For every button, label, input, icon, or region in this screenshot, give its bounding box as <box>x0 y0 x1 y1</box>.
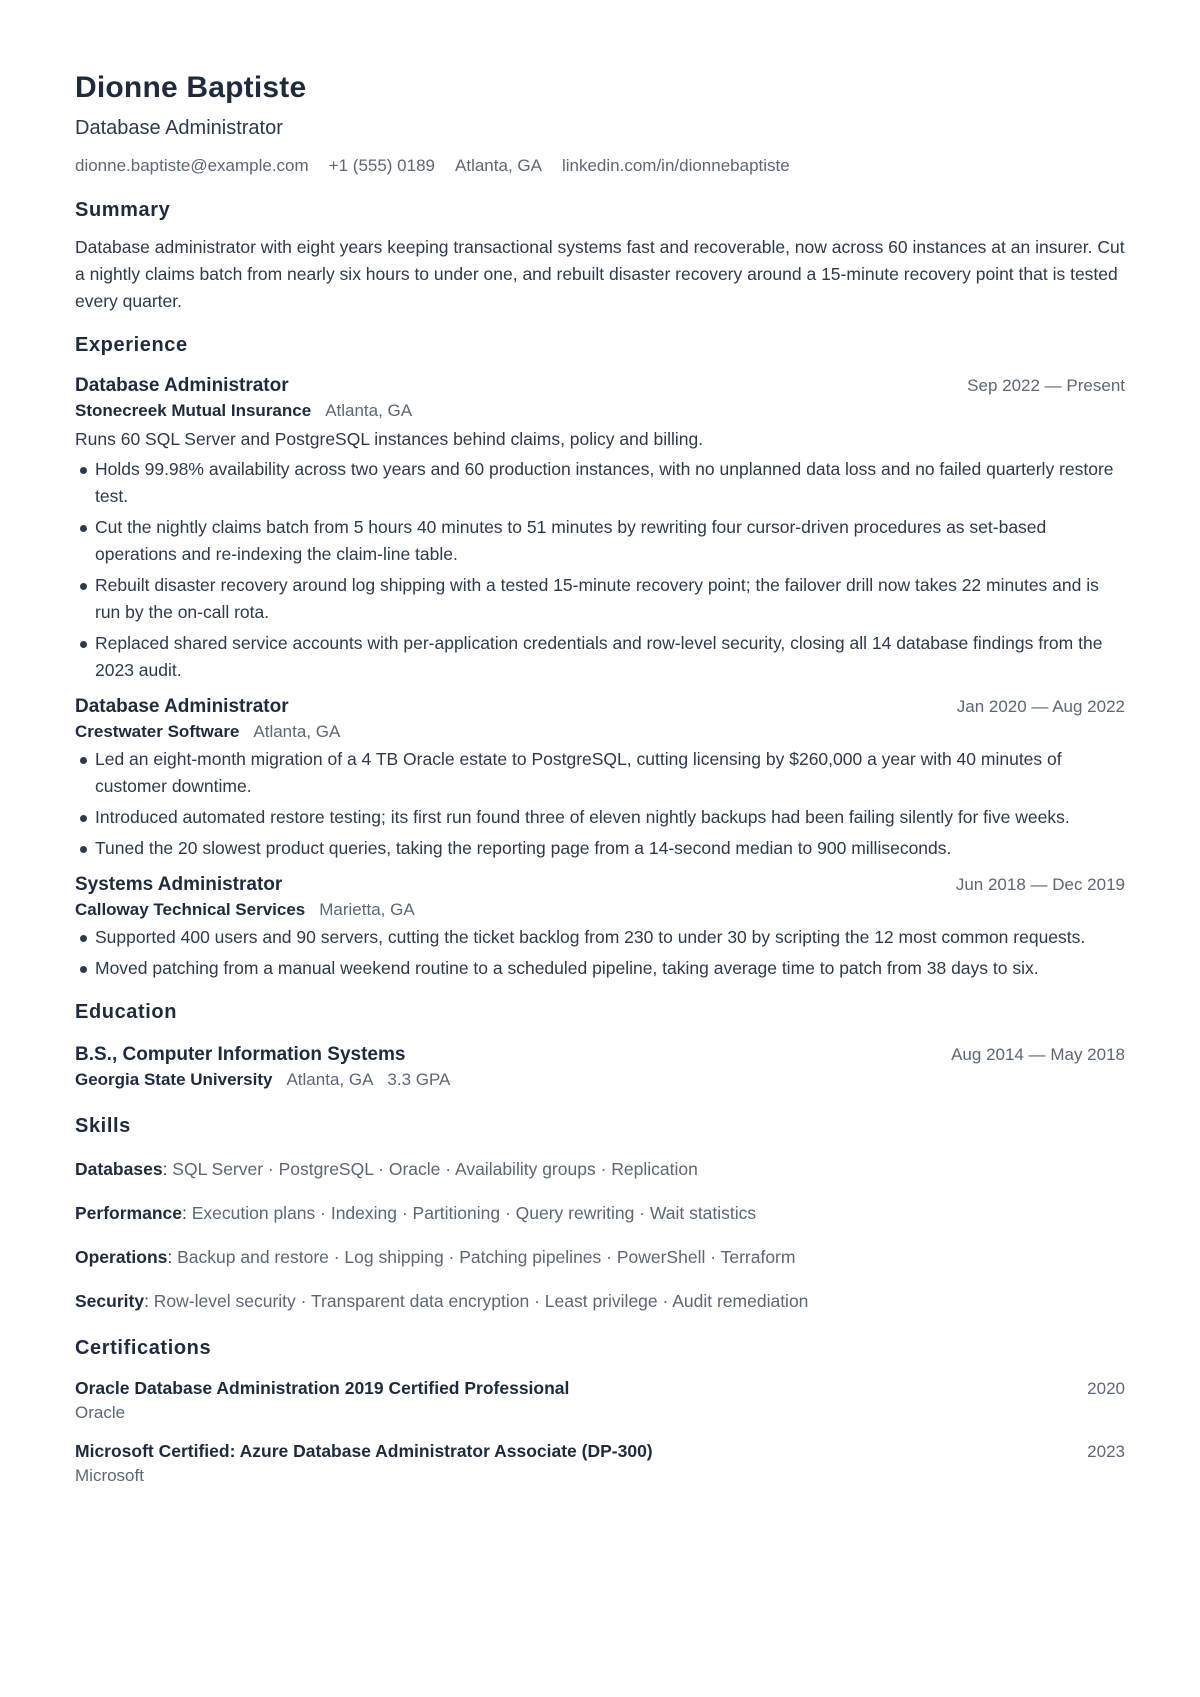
school-name: Georgia State University <box>75 1070 273 1089</box>
skill-row: Operations: Backup and restore · Log shipping · Patching pipelines · PowerShell · Terraform <box>75 1247 796 1267</box>
summary-section <box>75 198 1125 315</box>
role-bullets <box>75 456 1125 684</box>
education-dates: Aug 2014 — May 2018 <box>951 1045 1125 1064</box>
skill-category: Operations <box>75 1247 168 1267</box>
role-organization: Stonecreek Mutual Insurance <box>75 401 312 420</box>
skill-items: Backup and restore · Log shipping · Patching pipelines · PowerShell · Terraform <box>177 1247 796 1267</box>
certifications-section <box>75 1336 1125 1486</box>
bullet-item: Holds 99.98% availability across two years and 60 production instances, with no unplanned data loss and no failed quarterly restore test. <box>75 456 1125 510</box>
contact-location: Atlanta, GA <box>455 156 542 175</box>
bullet-item: Led an eight-month migration of a 4 TB Oracle estate to PostgreSQL, cutting licensing by $260,000 a year with 40 minutes of customer downtime. <box>75 746 1125 800</box>
role-location: Marietta, GA <box>319 900 415 919</box>
bullet-item: Replaced shared service accounts with per-application credentials and row-level security, closing all 14 database findings from the 2023 audit. <box>75 630 1125 684</box>
role-title: Systems Administrator <box>75 874 283 895</box>
certifications-heading: Certifications <box>75 1337 212 1359</box>
role-dates: Jan 2020 — Aug 2022 <box>956 697 1125 716</box>
skill-items: Row-level security · Transparent data encryption · Least privilege · Audit remediation <box>153 1291 809 1311</box>
skill-category: Databases <box>75 1159 163 1179</box>
education-entry <box>75 1044 1125 1090</box>
experience-role <box>75 874 1125 982</box>
contact-line <box>75 156 1125 176</box>
bullet-item: Rebuilt disaster recovery around log shipping with a tested 15-minute recovery point; the failover drill now takes 22 minutes and is run by the on-call rota. <box>75 572 1125 626</box>
school-location: Atlanta, GA <box>286 1070 374 1089</box>
certification-year: 2020 <box>1087 1379 1125 1398</box>
experience-section <box>75 333 1125 982</box>
certification-year: 2023 <box>1087 1442 1125 1461</box>
degree-title: B.S., Computer Information Systems <box>75 1044 406 1065</box>
contact-email: dionne.baptiste@example.com <box>75 156 309 175</box>
experience-role <box>75 375 1125 684</box>
role-organization: Calloway Technical Services <box>75 900 306 919</box>
certification-entry <box>75 1441 1125 1486</box>
certification-entry <box>75 1378 1125 1423</box>
bullet-item: Introduced automated restore testing; its first run found three of eleven nightly backups had been failing silently for five weeks. <box>75 804 1125 831</box>
bullet-item: Supported 400 users and 90 servers, cutting the ticket backlog from 230 to under 30 by scripting the 12 most common requests. <box>75 924 1125 951</box>
education-heading: Education <box>75 1001 178 1023</box>
skill-items: SQL Server · PostgreSQL · Oracle · Availability groups · Replication <box>172 1159 698 1179</box>
candidate-headline: Database Administrator <box>75 117 283 139</box>
experience-role <box>75 696 1125 862</box>
bullet-item: Tuned the 20 slowest product queries, taking the reporting page from a 14-second median to 900 milliseconds. <box>75 835 1125 862</box>
skill-items: Execution plans · Indexing · Partitioning · Query rewriting · Wait statistics <box>191 1203 757 1223</box>
role-summary: Runs 60 SQL Server and PostgreSQL instances behind claims, policy and billing. <box>75 429 704 449</box>
role-dates: Jun 2018 — Dec 2019 <box>955 875 1125 894</box>
bullet-item: Cut the nightly claims batch from 5 hours 40 minutes to 51 minutes by rewriting four cursor-driven procedures as set-based operations and re-indexing the claim-line table. <box>75 514 1125 568</box>
role-location: Atlanta, GA <box>253 722 341 741</box>
candidate-name: Dionne Baptiste <box>75 71 307 104</box>
summary-text: Database administrator with eight years keeping transactional systems fast and recoverable, now across 60 instances at an insurer. Cut a nightly claims batch from nearly six hours to under one, and rebuilt disaster recovery around a 15-minute recovery point that is tested every quarter. <box>75 237 1125 311</box>
gpa: 3.3 GPA <box>387 1070 451 1089</box>
role-organization: Crestwater Software <box>75 722 240 741</box>
contact-phone: +1 (555) 0189 <box>328 156 436 175</box>
skill-category: Performance <box>75 1203 182 1223</box>
certification-issuer: Oracle <box>75 1403 126 1422</box>
resume-header <box>75 70 1125 176</box>
contact-linkedin: linkedin.com/in/dionnebaptiste <box>561 156 790 175</box>
role-dates: Sep 2022 — Present <box>967 376 1125 395</box>
certification-name: Microsoft Certified: Azure Database Administrator Associate (DP-300) <box>75 1441 653 1461</box>
skill-row: Security: Row-level security · Transparent data encryption · Least privilege · Audit remediation <box>75 1291 809 1311</box>
certification-name: Oracle Database Administration 2019 Certified Professional <box>75 1378 570 1398</box>
certification-issuer: Microsoft <box>75 1466 144 1485</box>
skills-heading: Skills <box>75 1115 131 1137</box>
skill-row: Databases: SQL Server · PostgreSQL · Oracle · Availability groups · Replication <box>75 1159 698 1179</box>
summary-heading: Summary <box>75 199 171 221</box>
role-title: Database Administrator <box>75 375 289 396</box>
skill-category: Security <box>75 1291 145 1311</box>
bullet-item: Moved patching from a manual weekend routine to a scheduled pipeline, taking average time to patch from 38 days to six. <box>75 955 1125 982</box>
experience-heading: Experience <box>75 334 188 356</box>
skills-section <box>75 1114 1125 1314</box>
skill-row: Performance: Execution plans · Indexing · Partitioning · Query rewriting · Wait statistics <box>75 1203 757 1223</box>
role-bullets <box>75 746 1125 862</box>
education-section <box>75 1000 1125 1090</box>
role-title: Database Administrator <box>75 696 289 717</box>
role-location: Atlanta, GA <box>325 401 413 420</box>
role-bullets <box>75 924 1125 982</box>
